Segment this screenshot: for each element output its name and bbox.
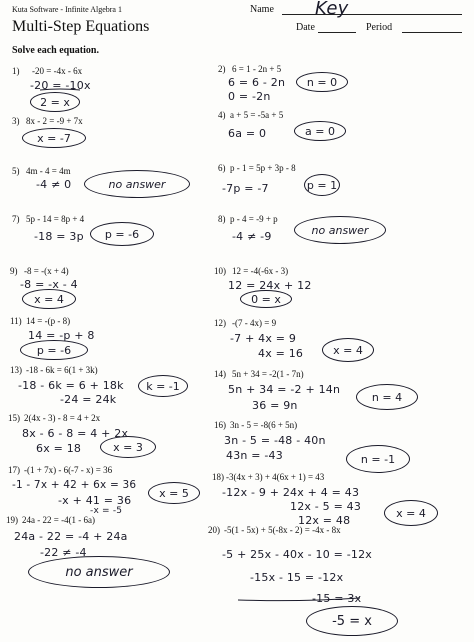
- problem-8-equation: p - 4 = -9 + p: [230, 214, 278, 224]
- name-label: Name: [250, 4, 274, 15]
- problem-18-work-3: 12x = 48: [298, 514, 351, 527]
- problem-10-equation: 12 = -4(-6x - 3): [232, 266, 289, 276]
- problem-2-equation: 6 = 1 - 2n + 5: [232, 64, 282, 74]
- problem-1-equation: -20 = -4x - 6x: [32, 66, 83, 76]
- instructions: Solve each equation.: [12, 45, 99, 56]
- problem-17-answer: x = 5: [148, 482, 200, 504]
- problem-19-equation: 24a - 22 = -4(1 - 6a): [22, 515, 96, 525]
- problem-16-equation: 3n - 5 = -8(6 + 5n): [230, 420, 298, 430]
- problem-7-number: 7): [12, 214, 20, 224]
- problem-16-number: 16): [214, 420, 226, 430]
- name-value: Key: [315, 0, 349, 19]
- problem-6-answer: p = 1: [304, 174, 340, 196]
- problem-4-work: 6a = 0: [228, 127, 267, 140]
- problem-8-work: -4 ≠ -9: [232, 230, 272, 243]
- problem-18-work-2: 12x - 5 = 43: [290, 500, 362, 513]
- source-label: Kuta Software - Infinite Algebra 1: [12, 5, 122, 14]
- problem-20-work-2: -15x - 15 = -12x: [250, 571, 344, 584]
- problem-4-number: 4): [218, 110, 226, 120]
- problem-17-number: 17): [8, 465, 20, 475]
- problem-8-number: 8): [218, 214, 226, 224]
- problem-2-number: 2): [218, 64, 226, 74]
- problem-8-answer: no answer: [294, 216, 386, 244]
- problem-20-equation: -5(1 - 5x) + 5(-8x - 2) = -4x - 8x: [224, 525, 341, 535]
- problem-19-work-2: -22 ≠ -4: [40, 546, 87, 559]
- problem-19-answer: no answer: [28, 556, 170, 588]
- problem-7-work: -18 = 3p: [34, 230, 84, 243]
- problem-9-equation: -8 = -(x + 4): [24, 266, 69, 276]
- problem-10-number: 10): [214, 266, 226, 276]
- problem-1-work: -20 = -10x: [30, 79, 91, 92]
- problem-2-work-2: 0 = -2n: [228, 90, 271, 103]
- problem-12-answer: x = 4: [322, 338, 374, 362]
- problem-15-work-1: 8x - 6 - 8 = 4 + 2x: [22, 427, 129, 440]
- problem-9-work: -8 = -x - 4: [20, 278, 78, 291]
- problem-14-work-2: 36 = 9n: [252, 399, 298, 412]
- problem-18-work-1: -12x - 9 + 24x + 4 = 43: [222, 486, 360, 499]
- problem-7-equation: 5p - 14 = 8p + 4: [26, 214, 85, 224]
- problem-7-answer: p = -6: [90, 222, 154, 246]
- problem-6-number: 6): [218, 163, 226, 173]
- problem-14-equation: 5n + 34 = -2(1 - 7n): [232, 369, 304, 379]
- problem-3-number: 3): [12, 116, 20, 126]
- problem-13-equation: -18 - 6k = 6(1 + 3k): [26, 365, 98, 375]
- problem-17-work-2: -x + 41 = 36: [58, 494, 132, 507]
- problem-12-work-1: -7 + 4x = 9: [230, 332, 297, 345]
- problem-9-answer: x = 4: [22, 289, 76, 309]
- problem-4-answer: a = 0: [294, 121, 346, 141]
- date-label: Date: [296, 22, 315, 33]
- problem-20-answer: -5 = x: [306, 606, 398, 636]
- problem-15-answer: x = 3: [100, 436, 156, 458]
- problem-5-answer: no answer: [84, 170, 190, 198]
- problem-13-number: 13): [10, 365, 22, 375]
- problem-11-answer: p = -6: [20, 340, 88, 360]
- problem-18-answer: x = 4: [384, 500, 438, 526]
- problem-13-work-2: -24 = 24k: [60, 393, 117, 406]
- problem-9-number: 9): [10, 266, 18, 276]
- problem-13-work-1: -18 - 6k = 6 + 18k: [18, 379, 124, 392]
- problem-16-answer: n = -1: [346, 445, 410, 473]
- problem-11-work: 14 = -p + 8: [28, 329, 95, 342]
- problem-4-equation: a + 5 = -5a + 5: [230, 110, 284, 120]
- period-label: Period: [366, 22, 393, 33]
- problem-17-equation: -(1 + 7x) - 6(-7 - x) = 36: [24, 465, 113, 475]
- problem-17-work-1: -1 - 7x + 42 + 6x = 36: [12, 479, 137, 491]
- page-title: Multi-Step Equations: [12, 18, 150, 35]
- pen-underline-1: [40, 89, 80, 90]
- problem-19-work-1: 24a - 22 = -4 + 24a: [14, 530, 128, 543]
- problem-14-number: 14): [214, 369, 226, 379]
- problem-13-answer: k = -1: [138, 375, 188, 397]
- problem-12-number: 12): [214, 318, 226, 328]
- problem-18-number: 18): [212, 472, 224, 482]
- problem-14-work-1: 5n + 34 = -2 + 14n: [228, 383, 341, 396]
- problem-20-work-1: -5 + 25x - 40x - 10 = -12x: [222, 548, 372, 561]
- pen-underline-2: [238, 598, 360, 601]
- problem-10-work: 12 = 24x + 12: [228, 279, 312, 292]
- problem-12-equation: -(7 - 4x) = 9: [232, 318, 277, 328]
- problem-5-work: -4 ≠ 0: [36, 178, 72, 191]
- problem-11-equation: 14 = -(p - 8): [26, 316, 71, 326]
- problem-1-answer: 2 = x: [30, 92, 80, 112]
- problem-12-work-2: 4x = 16: [258, 347, 304, 360]
- problem-2-work-1: 6 = 6 - 2n: [228, 76, 286, 89]
- problem-1-number: 1): [12, 66, 20, 76]
- problem-6-work: -7p = -7: [222, 182, 269, 195]
- problem-16-work-1: 3n - 5 = -48 - 40n: [224, 434, 326, 447]
- problem-2-answer: n = 0: [296, 72, 348, 92]
- problem-3-equation: 8x - 2 = -9 + 7x: [26, 116, 83, 126]
- problem-5-equation: 4m - 4 = 4m: [26, 166, 71, 176]
- problem-20-number: 20): [208, 525, 220, 535]
- problem-16-work-2: 43n = -43: [226, 449, 283, 462]
- problem-15-number: 15): [8, 413, 20, 423]
- problem-20-work-3: -15 = 3x: [312, 592, 362, 605]
- problem-15-work-2: 6x = 18: [36, 442, 82, 455]
- problem-17-work-3: -x = -5: [90, 506, 123, 516]
- problem-5-number: 5): [12, 166, 20, 176]
- problem-6-equation: p - 1 = 5p + 3p - 8: [230, 163, 296, 173]
- problem-14-answer: n = 4: [356, 384, 418, 410]
- problem-10-answer: 0 = x: [240, 290, 292, 308]
- problem-18-equation: -3(4x + 3) + 4(6x + 1) = 43: [226, 472, 325, 482]
- problem-19-number: 19): [6, 515, 18, 525]
- problem-15-equation: 2(4x - 3) - 8 = 4 + 2x: [24, 413, 101, 423]
- problem-3-answer: x = -7: [22, 128, 86, 148]
- problem-11-number: 11): [10, 316, 22, 326]
